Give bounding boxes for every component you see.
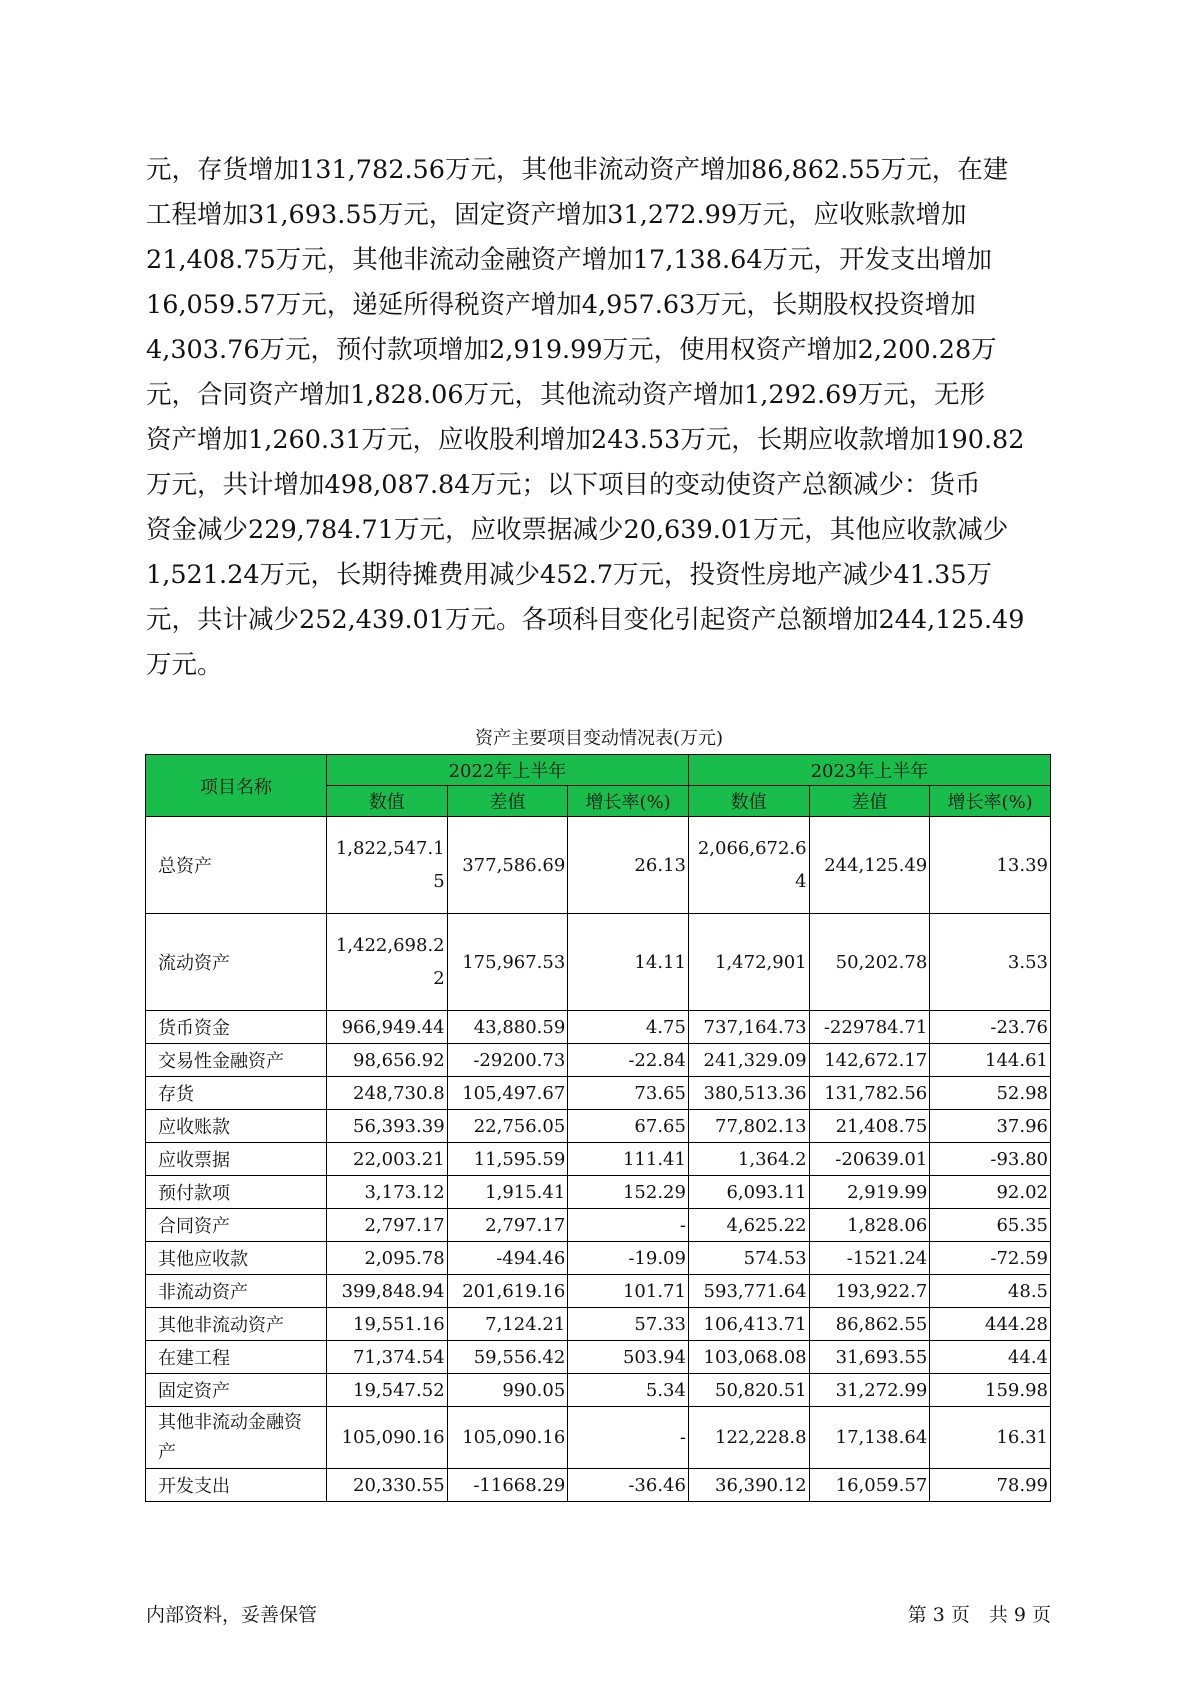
cell-d22: 201,619.16 [447, 1275, 568, 1308]
table-row [146, 1011, 1051, 1044]
row-item-name: 在建工程 [146, 1341, 327, 1374]
paragraph-line: 万元。 [146, 650, 223, 680]
row-item-name: 非流动资产 [146, 1275, 327, 1308]
cell-v22: 1,822,547.15 [326, 817, 447, 914]
cell-g22: 57.33 [568, 1308, 689, 1341]
cell-d22: -11668.29 [447, 1469, 568, 1502]
asset-change-table [145, 754, 1051, 1502]
cell-g23: -72.59 [930, 1242, 1051, 1275]
header-diff-2023: 差值 [809, 786, 930, 817]
cell-v23: 1,472,901 [688, 914, 809, 1011]
cell-g23: 444.28 [930, 1308, 1051, 1341]
cell-d23: 50,202.78 [809, 914, 930, 1011]
cell-v22: 22,003.21 [326, 1143, 447, 1176]
cell-g23: 144.61 [930, 1044, 1051, 1077]
cell-v23: 106,413.71 [688, 1308, 809, 1341]
cell-d22: 175,967.53 [447, 914, 568, 1011]
cell-d23: 131,782.56 [809, 1077, 930, 1110]
table-row [146, 1110, 1051, 1143]
cell-v22: 56,393.39 [326, 1110, 447, 1143]
paragraph-line: 21,408.75万元，其他非流动金融资产增加17,138.64万元，开发支出增加 [146, 245, 993, 275]
cell-g23: 65.35 [930, 1209, 1051, 1242]
cell-v23: 6,093.11 [688, 1176, 809, 1209]
cell-g23: -23.76 [930, 1011, 1051, 1044]
header-growth-2023: 增长率(%) [930, 786, 1051, 817]
header-group-2023: 2023年上半年 [688, 755, 1050, 786]
cell-v23: 2,066,672.64 [688, 817, 809, 914]
cell-v23: 103,068.08 [688, 1341, 809, 1374]
footer-page-number: 第 3 页 共 9 页 [907, 1604, 1051, 1626]
paragraph-line: 元，共计减少252,439.01万元。各项科目变化引起资产总额增加244,125.49 [146, 605, 1025, 635]
header-value-2022: 数值 [326, 786, 447, 817]
paragraph-line: 工程增加31,693.55万元，固定资产增加31,272.99万元，应收账款增加 [146, 200, 967, 230]
cell-v23: 574.53 [688, 1242, 809, 1275]
cell-v22: 2,797.17 [326, 1209, 447, 1242]
cell-d23: -1521.24 [809, 1242, 930, 1275]
cell-d22: 43,880.59 [447, 1011, 568, 1044]
cell-d23: 17,138.64 [809, 1407, 930, 1469]
cell-d22: 105,497.67 [447, 1077, 568, 1110]
cell-g23: 13.39 [930, 817, 1051, 914]
table-row [146, 1077, 1051, 1110]
row-item-name: 其他非流动金融资产 [146, 1407, 327, 1469]
cell-g22: 503.94 [568, 1341, 689, 1374]
cell-d23: 193,922.7 [809, 1275, 930, 1308]
cell-v22: 19,551.16 [326, 1308, 447, 1341]
cell-g23: 159.98 [930, 1374, 1051, 1407]
cell-v23: 50,820.51 [688, 1374, 809, 1407]
cell-d23: 31,693.55 [809, 1341, 930, 1374]
row-item-name: 应收票据 [146, 1143, 327, 1176]
cell-d22: 1,915.41 [447, 1176, 568, 1209]
cell-d23: 16,059.57 [809, 1469, 930, 1502]
table-row [146, 817, 1051, 914]
cell-v23: 593,771.64 [688, 1275, 809, 1308]
cell-d22: 2,797.17 [447, 1209, 568, 1242]
cell-v22: 3,173.12 [326, 1176, 447, 1209]
cell-v23: 4,625.22 [688, 1209, 809, 1242]
table-row [146, 1407, 1051, 1469]
paragraph-line: 资金减少229,784.71万元，应收票据减少20,639.01万元，其他应收款减少 [146, 515, 1009, 545]
cell-d23: 142,672.17 [809, 1044, 930, 1077]
footer-confidential-note: 内部资料，妥善保管 [146, 1604, 318, 1626]
cell-d23: 2,919.99 [809, 1176, 930, 1209]
cell-v22: 19,547.52 [326, 1374, 447, 1407]
cell-v22: 71,374.54 [326, 1341, 447, 1374]
cell-d22: 7,124.21 [447, 1308, 568, 1341]
row-item-name: 应收账款 [146, 1110, 327, 1143]
header-item-name: 项目名称 [146, 755, 327, 817]
body-paragraph [146, 148, 1046, 688]
header-growth-2022: 增长率(%) [568, 786, 689, 817]
cell-d23: 244,125.49 [809, 817, 930, 914]
table-row [146, 1275, 1051, 1308]
row-item-name: 存货 [146, 1077, 327, 1110]
paragraph-line: 1,521.24万元，长期待摊费用减少452.7万元，投资性房地产减少41.35万 [146, 560, 993, 590]
cell-v23: 1,364.2 [688, 1143, 809, 1176]
table-row [146, 1176, 1051, 1209]
table-body [146, 817, 1051, 1502]
cell-v22: 2,095.78 [326, 1242, 447, 1275]
header-group-2022: 2022年上半年 [326, 755, 688, 786]
row-item-name: 固定资产 [146, 1374, 327, 1407]
table-row [146, 1209, 1051, 1242]
row-item-name: 交易性金融资产 [146, 1044, 327, 1077]
table-row [146, 914, 1051, 1011]
cell-g22: -22.84 [568, 1044, 689, 1077]
cell-g22: 111.41 [568, 1143, 689, 1176]
cell-g23: 52.98 [930, 1077, 1051, 1110]
cell-g22: -19.09 [568, 1242, 689, 1275]
cell-g23: 3.53 [930, 914, 1051, 1011]
row-item-name: 合同资产 [146, 1209, 327, 1242]
cell-d22: 11,595.59 [447, 1143, 568, 1176]
cell-d23: -20639.01 [809, 1143, 930, 1176]
cell-d22: 59,556.42 [447, 1341, 568, 1374]
table-row [146, 1469, 1051, 1502]
cell-v22: 966,949.44 [326, 1011, 447, 1044]
paragraph-line: 4,303.76万元，预付款项增加2,919.99万元，使用权资产增加2,200.28万 [146, 335, 997, 365]
cell-v23: 241,329.09 [688, 1044, 809, 1077]
row-item-name: 流动资产 [146, 914, 327, 1011]
cell-d23: 86,862.55 [809, 1308, 930, 1341]
row-item-name: 开发支出 [146, 1469, 327, 1502]
cell-g22: -36.46 [568, 1469, 689, 1502]
cell-g22: 152.29 [568, 1176, 689, 1209]
row-item-name: 预付款项 [146, 1176, 327, 1209]
cell-d22: -494.46 [447, 1242, 568, 1275]
cell-v23: 36,390.12 [688, 1469, 809, 1502]
cell-g22: - [568, 1209, 689, 1242]
cell-d23: 21,408.75 [809, 1110, 930, 1143]
table-row [146, 1308, 1051, 1341]
paragraph-line: 16,059.57万元，递延所得税资产增加4,957.63万元，长期股权投资增加 [146, 290, 976, 320]
cell-g22: 67.65 [568, 1110, 689, 1143]
table-row [146, 1341, 1051, 1374]
paragraph-line: 元，合同资产增加1,828.06万元，其他流动资产增加1,292.69万元，无形 [146, 380, 986, 410]
cell-g23: 78.99 [930, 1469, 1051, 1502]
cell-g23: 92.02 [930, 1176, 1051, 1209]
cell-d22: 377,586.69 [447, 817, 568, 914]
cell-g22: 14.11 [568, 914, 689, 1011]
header-diff-2022: 差值 [447, 786, 568, 817]
cell-v23: 737,164.73 [688, 1011, 809, 1044]
cell-v23: 77,802.13 [688, 1110, 809, 1143]
row-item-name: 其他应收款 [146, 1242, 327, 1275]
cell-d23: -229784.71 [809, 1011, 930, 1044]
row-item-name: 货币资金 [146, 1011, 327, 1044]
cell-v22: 105,090.16 [326, 1407, 447, 1469]
cell-d22: 105,090.16 [447, 1407, 568, 1469]
cell-d22: 22,756.05 [447, 1110, 568, 1143]
paragraph-line: 元，存货增加131,782.56万元，其他非流动资产增加86,862.55万元，在建 [146, 155, 1009, 185]
table-row [146, 1242, 1051, 1275]
cell-g22: 5.34 [568, 1374, 689, 1407]
cell-g22: 101.71 [568, 1275, 689, 1308]
cell-g23: 16.31 [930, 1407, 1051, 1469]
cell-v22: 399,848.94 [326, 1275, 447, 1308]
cell-v22: 20,330.55 [326, 1469, 447, 1502]
table-title: 资产主要项目变动情况表(万元) [474, 728, 724, 749]
paragraph-line: 万元，共计增加498,087.84万元；以下项目的变动使资产总额减少：货币 [146, 470, 981, 500]
cell-g23: -93.80 [930, 1143, 1051, 1176]
cell-v23: 122,228.8 [688, 1407, 809, 1469]
cell-d22: 990.05 [447, 1374, 568, 1407]
cell-g22: - [568, 1407, 689, 1469]
cell-g23: 37.96 [930, 1110, 1051, 1143]
table-row [146, 1044, 1051, 1077]
cell-v22: 1,422,698.22 [326, 914, 447, 1011]
header-value-2023: 数值 [688, 786, 809, 817]
cell-g22: 26.13 [568, 817, 689, 914]
row-item-name: 总资产 [146, 817, 327, 914]
cell-d23: 31,272.99 [809, 1374, 930, 1407]
paragraph-line: 资产增加1,260.31万元，应收股利增加243.53万元，长期应收款增加190.82 [146, 425, 1025, 455]
table-row [146, 1143, 1051, 1176]
table-row [146, 1374, 1051, 1407]
cell-v22: 98,656.92 [326, 1044, 447, 1077]
cell-d22: -29200.73 [447, 1044, 568, 1077]
cell-d23: 1,828.06 [809, 1209, 930, 1242]
cell-v23: 380,513.36 [688, 1077, 809, 1110]
cell-v22: 248,730.8 [326, 1077, 447, 1110]
cell-g22: 4.75 [568, 1011, 689, 1044]
row-item-name: 其他非流动资产 [146, 1308, 327, 1341]
cell-g23: 44.4 [930, 1341, 1051, 1374]
cell-g22: 73.65 [568, 1077, 689, 1110]
cell-g23: 48.5 [930, 1275, 1051, 1308]
